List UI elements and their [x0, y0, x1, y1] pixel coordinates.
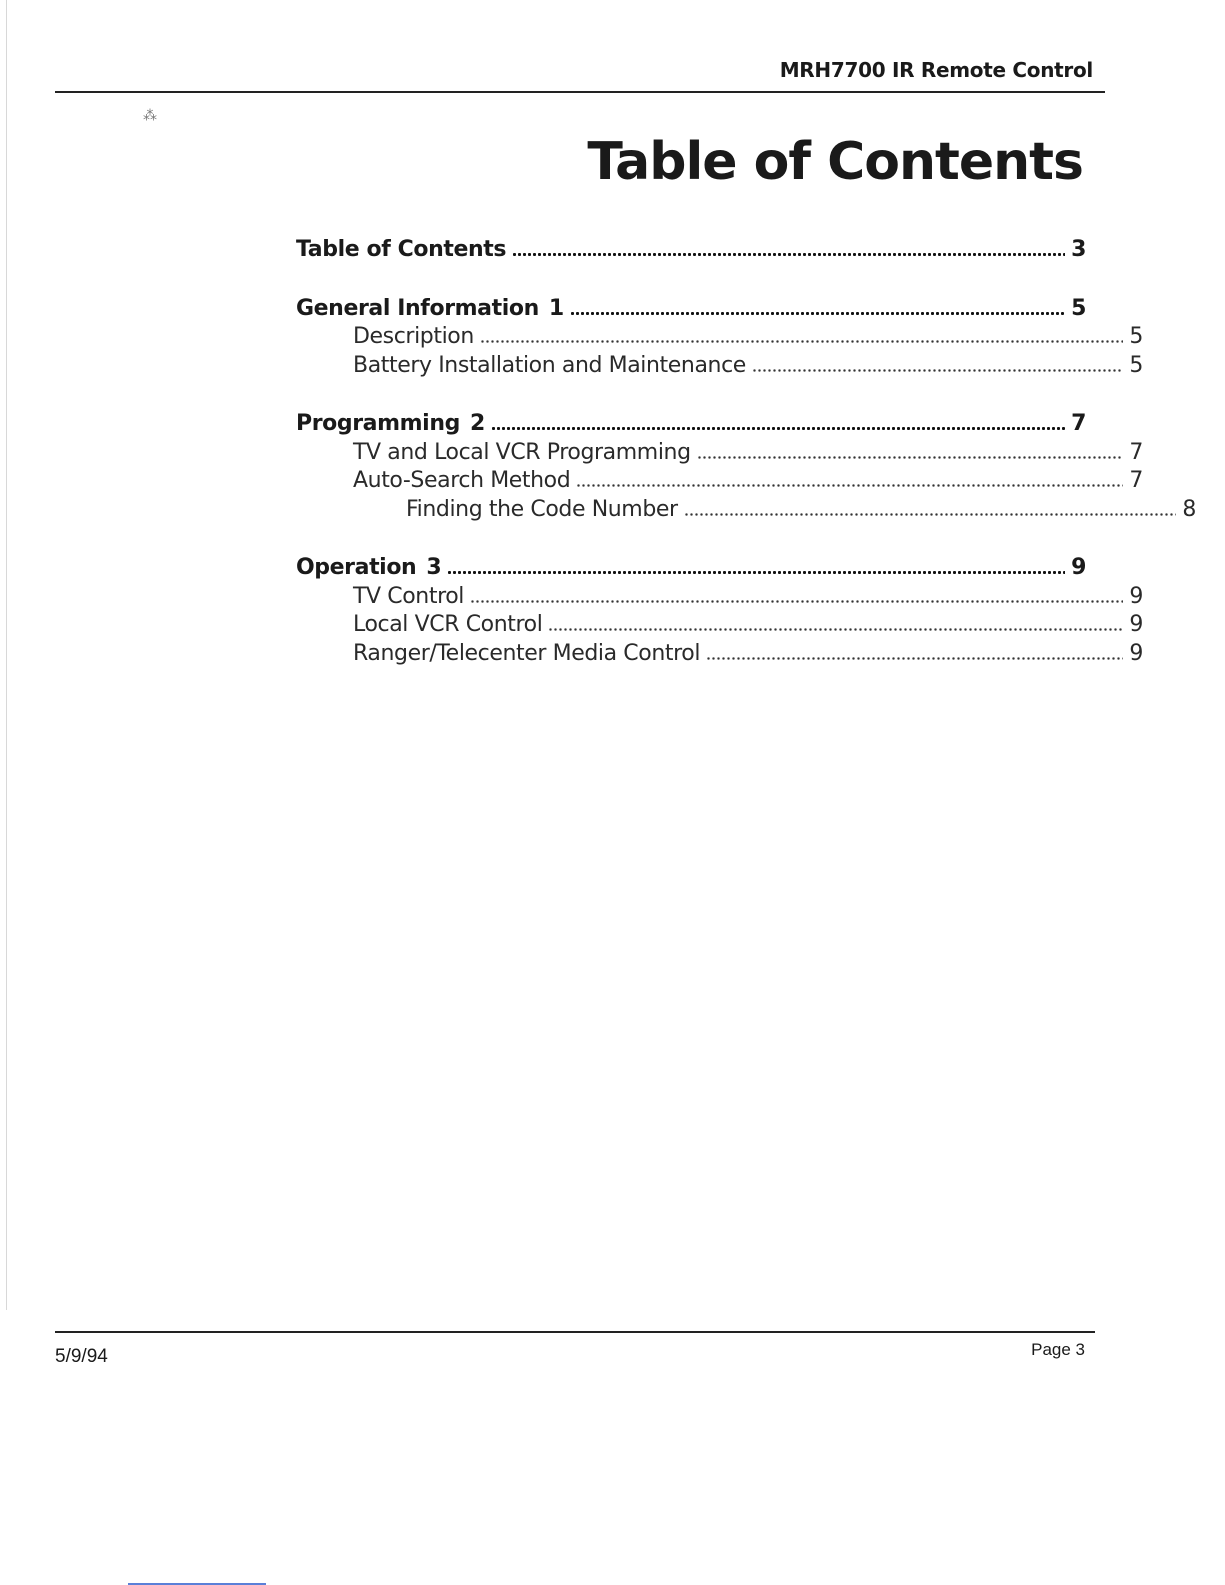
toc-page-number: 5: [1129, 324, 1143, 349]
footer-page-number: Page 3: [1031, 1340, 1085, 1359]
toc-subentry[interactable]: [296, 496, 1196, 525]
scan-edge-line: [6, 0, 7, 1310]
toc-section: [296, 554, 1143, 668]
scan-speck: ⁂: [143, 108, 157, 124]
toc-dot-leader: [447, 571, 1065, 574]
toc-chapter-number: 3: [426, 555, 442, 580]
toc-entry-title: Programming: [296, 411, 460, 436]
toc-dot-leader: [752, 369, 1123, 372]
toc-section: [296, 410, 1196, 524]
toc-page-number: 8: [1182, 496, 1196, 522]
page-title: Table of Contents: [587, 132, 1083, 192]
toc-entry-title: Local VCR Control: [353, 612, 543, 637]
toc-dot-leader: [576, 484, 1123, 487]
toc-entry-title: Finding the Code Number: [406, 496, 678, 522]
toc-chapter-entry[interactable]: [296, 554, 1086, 583]
toc-entry-title: Ranger/Telecenter Media Control: [353, 640, 701, 666]
toc-subentry[interactable]: [296, 323, 1143, 352]
toc-dot-leader: [548, 628, 1123, 631]
toc-dot-leader: [470, 600, 1123, 603]
toc-subentry[interactable]: [296, 611, 1143, 640]
toc-subentry[interactable]: [296, 352, 1143, 381]
toc-page-number: 7: [1129, 468, 1143, 493]
toc-chapter-entry[interactable]: [296, 295, 1086, 324]
footer-divider: [55, 1331, 1095, 1333]
toc-dot-leader: [570, 312, 1065, 315]
toc-dot-leader: [684, 513, 1176, 516]
toc-dot-leader: [491, 427, 1065, 430]
toc-entry-title: Battery Installation and Maintenance: [353, 352, 746, 378]
toc-chapter-number: 1: [548, 295, 564, 321]
toc-section: [296, 295, 1143, 381]
document-header-title: MRH7700 IR Remote Control: [779, 58, 1093, 82]
toc-chapter-entry[interactable]: [296, 410, 1086, 439]
toc-page-number: 9: [1129, 583, 1143, 609]
toc-page-number: 9: [1071, 555, 1086, 580]
toc-section: [296, 236, 1086, 265]
toc-page-number: 9: [1129, 612, 1143, 637]
toc-subentry[interactable]: [296, 583, 1143, 612]
toc-page-number: 7: [1071, 411, 1086, 436]
toc-dot-leader: [706, 657, 1123, 660]
toc-entry-title: Operation: [296, 555, 417, 580]
toc-dot-leader: [480, 340, 1123, 343]
toc-chapter-entry[interactable]: [296, 236, 1086, 265]
toc-entry-title: Description: [353, 324, 474, 349]
toc-dot-leader: [697, 456, 1123, 459]
toc-entry-title: Auto-Search Method: [353, 468, 571, 493]
toc-subentry[interactable]: [296, 439, 1143, 468]
footer-date: 5/9/94: [55, 1346, 108, 1367]
table-of-contents: [296, 236, 1196, 698]
toc-entry-title: General Information: [296, 295, 539, 321]
toc-entry-title: TV and Local VCR Programming: [353, 439, 691, 465]
toc-subentry[interactable]: [296, 467, 1143, 496]
toc-page-number: 9: [1129, 640, 1143, 666]
toc-chapter-number: 2: [469, 411, 485, 436]
toc-dot-leader: [512, 253, 1065, 256]
toc-page-number: 5: [1071, 295, 1086, 321]
toc-page-number: 3: [1071, 237, 1086, 262]
toc-entry-title: Table of Contents: [296, 237, 507, 262]
header-divider: [55, 91, 1105, 93]
toc-page-number: 5: [1129, 352, 1143, 378]
toc-subentry[interactable]: [296, 640, 1143, 669]
toc-entry-title: TV Control: [353, 583, 465, 609]
toc-page-number: 7: [1129, 439, 1143, 465]
